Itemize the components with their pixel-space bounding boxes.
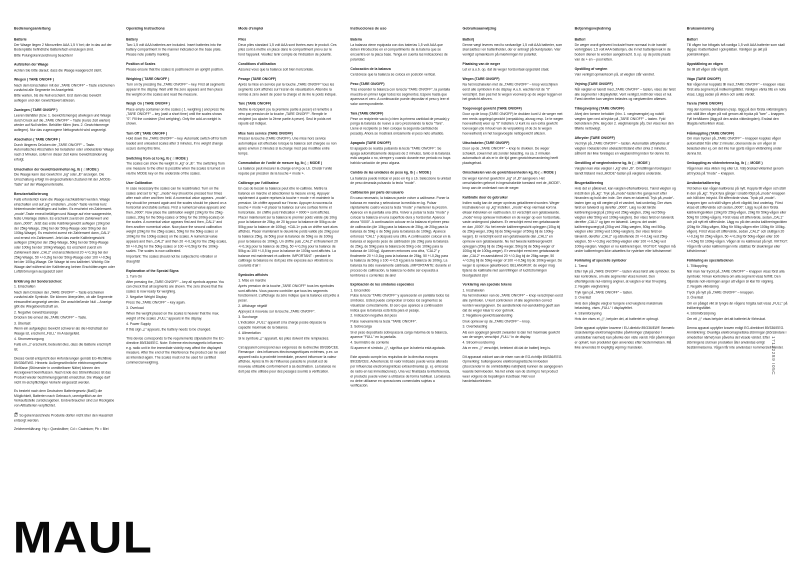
paragraph: Vågen kan visa vikten i kg eller Lb. Välj önskad viktenhet genom att trycka på "mode" – knappen. (686, 166, 784, 176)
mode-key-icon: ☝ (540, 170, 543, 175)
paragraph: Après la mise en service par la touche „TARE ON/OFF“ tous les segments sont affichés sur l'écran de visualisation. Attendre la remise à zéro avant de poser la charge et de lire le poids indiqué. (238, 82, 337, 97)
section-heading: Förklaring av specialtecknen (686, 258, 734, 263)
section-heading: Erklärung der Sonderzeichen: (14, 279, 63, 284)
paragraph: Vid behov kan vågen kalibreras på nytt. Koppla till vågen och ställ in den på „kg“. Tryck fyra gånger i snabb följd på „mode“-knappen och håll den intryckt. Ett siffervärde visas. Tryck på „mode“-knappen igen och ställ vågen på ett vågrätt, fast underlag. Först visas ett siffervärde och sedan „0000“. Lägg nu på den första kalibreringsvikten (10kg för 25kg-vågen, 20kg för 50kg-vågen eller 50kg för 100kg-vågen). Först visas ett siffervärde, sedan „CAL1“ och på nytt ett siffervärde. Lägg nu på den andra kalibreringsvikten (20kg för 25kg-vågen, 50kg för 50kg-vågen eller 100kg för 100kg-vågen). Först visas ett siffervärde, sedan „CAL2“ och slutligen 20 +/-0,1kg för 25kg-vågen, 50 +/-0,2kg för 50kg-vågen eller 100 +/-0,5kg för 100kg-vågen. Vågen är nu kalibrerad på nytt. VIKTIGT: Vågen får under kalibreringen inte utsättas för skakningar eller luftströmmar! (686, 186, 788, 254)
paragraph: Indien nodig kan de weger opnieuw gekalibreerd worden. Weger inschakelen en op „kg“ instellen. „mode“-knop viermaal kort na elkaar indrukken en vasthouden. Er verschijnt een getalswaarde. „mode“-knop opnieuw indrukken en de weger op een horizontale, vaste ondergrond plaatsen. Er verschijnt eerst een getalswaarde en dan „0000“. Nu het eerste kalibreergewicht opleggen (10kg bij de 25kg-weger, 20kg bij de 50kg-weger of 50kg bij de 100kg-weger). Er verschijnt eerst een getalswaarde dan „CAL1“ en opnieuw een getalswaarde. Nu het tweede kalibreergewicht opleggen (20kg bij de 25kg-weger, 50kg bij de 50kg-weger of 100kg bij de 100kg-weger). Er verschijnt eerst een getalswaarde dan „CAL2“ en aansluitend 20 +/-0,1kg bij de 25kg-weger, 50 +/-0,2kg bij de 50kg-weger of 100 +/-0,5kg bij de 100kg-weger. De weger is opnieuw gekalibreerd. BELANGRIJK: de weger mag tijdens de kalibratie niet aan trillingen of luchtstromingen blootgesteld zijn! (462, 201, 562, 278)
paragraph: Appuyez à nouveau sur la touche „TARE ON/OFF“. (238, 309, 316, 314)
section-heading: Explicación de los símbolos especiales (350, 283, 414, 287)
section-heading: Uppställning av vågen (686, 62, 723, 67)
section-heading: Colocación de la balanza (350, 67, 391, 71)
paragraph: Si el peso depositado sobrepasa la carga máxima de la balanza, aparece "FULL" en la pantalla. (350, 330, 448, 340)
column-title-sv: Bruksanvisning (686, 26, 714, 31)
section-heading: Batterij (462, 37, 475, 42)
paragraph: This device corresponds to the requirements stipulated in the EC-directive 89/336/EEC. Note: Extreme electromagnetic influences e.g. radio unit in the immediate vicinity may affect the displayed measure. After the end of the interference the product can be used as intended again. The scales must not be used for certified commercial weighing. (126, 336, 227, 365)
paragraph: Se till att vågen står vågrätt. (686, 67, 729, 72)
paragraph: 3. Sobrecarga (350, 325, 372, 329)
paragraph: La balanza puede indicar el peso en Kg o Lb. Seleccione la unidad de peso deseada pulsando la tecla "mode". (350, 176, 451, 186)
paragraph: Après pression de la touche „TARE ON/OFF“ tous les symboles sont affichés. Vous pouvez contrôler que tous les segments fonctionnent. L'affichage du zéro indique que la balance est prête à peser. (238, 284, 340, 303)
section-heading: Zuwiegen ( TARE ON/OFF ) (14, 108, 58, 112)
maul-logo: MAUL (13, 511, 153, 562)
paragraph: Mettre le récipient (ou la première partie à peser) et remettre à zéro par pression de la touche „TARE ON/OFF“. Remplir le récipient (ou ajouter la 2ème partie à peser). Seul le poids net rajouté est indiqué. (238, 107, 333, 126)
paragraph: 2. Negativ vægtvisning (574, 285, 610, 289)
section-heading: Turn Off ( TARE ON/OFF ) (126, 131, 168, 136)
section-heading: Frånkoppling (TARE ON/OFF) (686, 131, 735, 136)
column-en (126, 26, 227, 433)
section-heading: Omkoppling av viktenheterna kg, lb ( ☝ MODE ) (686, 161, 763, 166)
paragraph: Es besteht nach dem Deutschen Batteriegesetz (BatG) die Möglichkeit, Batterien nach Gebrauch, unentgeltlich an der Verkaufsstelle zurückzugeben. Endverbraucher sind zur Rückgabe von Altbatterien verpflichtet. (14, 389, 115, 408)
section-heading: Verklaring van speciale tekens (462, 283, 512, 287)
paragraph: 1. Einschalten (14, 285, 36, 289)
paragraph: 4. Suministro de corriente (350, 340, 390, 345)
section-heading: Aufstellen der Waage (14, 63, 49, 67)
paragraph: 1. Turn On (126, 274, 143, 279)
section-heading: Battery (126, 37, 138, 42)
paragraph: Let er a.u.b. op, dat de weger horizontaal opgesteld staat. (462, 67, 550, 72)
paragraph: 3. Overlast (574, 296, 592, 300)
paragraph: Zeichenerklärung: Hg = Quecksilber; Cd = Cadmium; Pb = Blei (14, 427, 109, 432)
paragraph: Om man trycker på „TARE ON/OFF“ – knappen kopplas vågen automatiskt från efter 2 minuter, oberoende av om vågen är belastad eller ej, om det inte har gjorts någon viktändring under denna tid. (686, 137, 782, 156)
paragraph: 2. Negative Gewichtsanzeige (14, 310, 58, 315)
mode-key-icon: ☝ (83, 167, 86, 172)
section-heading: Calibrage par l'utilisateur (238, 181, 279, 185)
section-heading: Benutzerkalibrierung (14, 192, 48, 196)
paragraph: Dette apparat opfylder kravene i EU-direktiv 89/336/EØF. Bemærk: Usædvanlige elektromagnetiske påvirkninger (støjsender i umiddelbar nærhed) kan påvirke den viste værdi. Når påvirkningen er ophørt, kan produktet igen anvendes efter bestemmelsen. Må ikke anvendes til lovpligtig vejning i handelen. (574, 326, 676, 350)
paragraph: En caso necesario, la balanza puede volver a calibrarse. Poner la balanza en marcha y seleccionar la medida en kg. Pulsar rápidamente cuatro veces la tecla "mode" y mantener la presión. Aparece en la pantalla una cifra. Volver a pulsar la tecla "mode" y colocar la balanza en una superficie dura y horizontal. Aparece ahora "0000". A continuación colocar en la balanza el primer peso de calibración (de 10kg para la balanza de 25kg, de 20kg para la balanza de 50kg o de 50kg para la balanza de 100kg). Aparece entonces "CAL1" y después una cifra. A continuación colocar en la balanza el segundo peso de calibración (de 20kg para la balanza de 25kg, de 50kg para la balanza de 50kg o de 100kg para la balanza de 100 kg). Aparecen entonces una cifra, "CAL2" y finalmente 20 +/-0,1kg para la balanza de 25kg, 50 +/-0,2kg para la balanza de 50kg o 100 +/-0,5 kg para la balanza de 100kg. La balanza ha sido nuevamente calibrada. ¡IMPORTANTE: durante el proceso de calibración, la balanza no debe ser expuesta a temblores o corrientes de aire! (350, 196, 451, 278)
mode-key-icon: ☝ (172, 156, 175, 161)
section-heading: Omstilling af vægtenhederne kg, lb ( ☝ MODE ) (574, 161, 650, 166)
paragraph: Dieses Gerät entspricht den Anforderungen gemäß EG-Richtlinie 89/336/EWG. Hinweis: Außergewöhnliche elektromagnetische Einflüsse (Störsender in unmittelbarer Nähe) können den Anzeigewert beeinflussen. Nach Ende des Störeinflusses ist das Produkt wieder bestimmungsgemäß einsetzbar. Die Waage darf nicht im eichpflichtigen Verkehr eingesetzt werden. (14, 356, 112, 385)
paragraph: Press the „TARE ON/OFF“ – key again. (126, 300, 186, 305)
paragraph: Om en pålagd vikt är tyngre än vågens högsta last visas „FULL“ på indikeringsfältet. (686, 301, 788, 311)
section-heading: Batería (350, 37, 362, 42)
section-heading: Position of Scales (126, 62, 156, 67)
paragraph: Afvej den tomme beholder (hhv. 1. vægtmængde) og nulstil vægten igen ved at trykke på „TARE ON/OFF“ – tasten. Fyld beholderen (hhv. læg den 2. vægtmængde på). Der vises kun den tilførte nettovægt. (574, 112, 674, 131)
paragraph: 2. Negatieve gewichtsaanduiding (462, 314, 513, 318)
paragraph: Bitte Polungskennzeichnung beachten! (14, 53, 73, 58)
paragraph: L'indication „FULL“ apparaît si la charge posée dépasse la capacité maximale de la balance. (238, 320, 326, 330)
column-title-es: Instrucciones de uso (350, 26, 387, 31)
section-heading: Pesage (TARE ON/OFF) (238, 77, 277, 82)
paragraph: 2. Negative Weight Display (126, 295, 167, 300)
paragraph: Hvis den pålagte vægt er tungere end vægtens maksimale belastning, vises „FULL“ i displayfeltet. (574, 301, 663, 311)
paragraph: Na het inschakelen met de „TARE ON/OFF“ – knop verschijnen eerst alle symbolen in de display. A.u.b. wachten tot de "0" verschijnt. Dan pas het te wegen voorwerp op de weger leggen en het gewicht aflezen. (462, 82, 563, 102)
crossed-out-bin-icon (14, 412, 18, 417)
paragraph: La balance peut mesurer la charge en Kg ou Lb. Choisir l'unité requise par pression de la touche « mode ». (238, 166, 333, 176)
section-heading: Abschalten ( TARE ON/OFF ) (14, 137, 61, 142)
paragraph: 2. Affichage négatif (238, 304, 268, 309)
mode-key-icon: ☝ (306, 161, 309, 166)
paragraph: Als een opgelegd gewicht zwaarder is dan het maximale gewicht van de weger, verschijnt „FULL“ in de display. (462, 330, 560, 340)
print-code: 17132289 I05C (771, 336, 776, 376)
paragraph: Deux piles standard 1,5 volt AAA sont livrées avec le produit. Ces piles sont à mettre en place dans le compartiment prévu sur le fond l'appareil. Veuillez tenir compte de l'indication de polarité. (238, 43, 337, 57)
paragraph: Important: The scales should not be subjected to vibration or draughts! (126, 254, 218, 264)
paragraph: Om ett „▯“ visas betyder det att batteriet är förbrukat. (686, 317, 766, 322)
section-heading: Explanation of the Special Signs (126, 269, 179, 273)
paragraph: 3. Überlast (14, 321, 31, 326)
mode-key-icon: ☝ (415, 170, 419, 175)
section-heading: Tare (TARE ON/OFF) (238, 102, 272, 106)
paragraph: Vær venligst opmærksom på, at vægten står vandret. (574, 72, 655, 77)
paragraph: Door op de knop (TARE ON/OFF) te drukken kunt U de weger met een reeds opgelegd gewicht (verpakking, alsnog resp. 1e te wegen hoeveelheid) weer op "0" instellen. U kunt nu een extra gewicht toevoegen (de inhoud van de verpakking of de 2e te wegen hoeveelheid) en het toegevoegde nettogewicht aflezen. (462, 112, 564, 136)
section-heading: Brugerkalibrering (574, 181, 604, 185)
section-heading: Weigh On ( TARE ON/OFF ) (126, 102, 170, 106)
paragraph: Door op de „TARE ON/OFF“ – knop te drukken. De weger schakelt, zowel met als zonder belasting, na ca. 2 minuten automatisch uit als er in die tijd geen gewichtsverandering heeft plaatsgehad. (462, 146, 559, 165)
paragraph: Denne vægt leveres med to sedvanlige 1,5 volt AAA batterier, som skal sættes i en batteriholder, der er anbragt på bundpladen. Vær venligst opmærksom på mærkningen for polaritet. (462, 43, 563, 57)
paragraph: 2. Indicación negativa del peso (350, 314, 398, 318)
section-heading: Opstilling af vægten (574, 67, 608, 71)
paragraph: Please ensure that the scales is positioned in an upright position. (126, 67, 224, 72)
paragraph: Når vægten er tændt med „TARE ON/OFF“ – tasten, vises der først alle segmenter i displayfeltet. Vent venligst, indtil der vises et nul. Først derefter kan vægten belastes og vægtværdien aflæses. (574, 87, 676, 102)
section-heading: Batterie (14, 37, 27, 42)
paragraph: Die Waage kann das Gewicht in „kg“ oder „lb“ anzeigen. Die Umschaltung erfolgt im eingeschalteten Zustand mit der „MODE-Taste“ auf der Waagenunterseite. (14, 173, 112, 187)
column-da (575, 26, 676, 433)
paragraph: Pulse nuevamente la tecla "TARE ON/OFF". (350, 319, 418, 324)
paragraph: 4. Strømforsyning (574, 311, 602, 316)
section-heading: Wiegen ( TARE ON/OFF ) (14, 78, 54, 82)
section-heading: Cambio de las unidades de peso kg, lb ( ☝ MODE ) (350, 170, 432, 175)
section-heading: Commutation de l'unité de mesure kg, lb ( ☝ MODE ) (238, 161, 323, 166)
paragraph: Assurez-vous que la balance soit bien horizontale. (238, 67, 314, 72)
column-nl (463, 26, 564, 433)
column-fr (238, 26, 339, 433)
paragraph: 1. Tillkoppling (686, 264, 708, 269)
paragraph: 4. Stromversorgung (14, 337, 44, 342)
paragraph: Väg den tomma behållaren (resp. lägg på den första viktmängden) och ställ åter vågen på noll genom att trycka på "tare" – knappen. Fyll behållaren (lägg på den andra viktmängden). Endast den tillagda nettovikten visas. (686, 107, 787, 126)
paragraph: Vægten kan vise vægten i „kg“ eller „lb“. Omstillingen foretages i tændt tilstand med „MODE“-tasten på vægtens underside. (574, 166, 672, 176)
section-heading: Peso (TARE ON/OFF) (350, 82, 385, 86)
paragraph: Si aparece el símbolo „▯“, significa que la batería está agotada. (350, 346, 446, 350)
paragraph: Hvis det er påkrævet, kan vægten efterkalibreres. Tænd vægten og indstil den på „kg“. Tryk på „mode“-tasten fire gange kort efter hinanden og hold den inde. Der vises en talværdi. Tryk på „mode“-tasten igen og stil vægten på et vandret, fast underlag. Der vises først en talværdi og derefter „0000“. Læg nu det første kalibreringsvægt på (10kg ved 25kg-vægten, 20kg ved 50kg-vægten eller 50kg ved 100kg-vægten). Der vises først en talværdi, derefter „CAL1“ og igen en talværdi. Læg nu det andet kalibreringsvægt på (20kg ved 25kg-vægten, 50kg ved 50kg-vægten eller 100kg ved 100kg-vægten). Der vises først en talværdi, derefter „CAL2“ og afsluttende 20 +/-0,1kg ved 25kg-vægten, 50 +/-0,2kg ved 50kg-vægten eller 100 +/-0,5kg ved 100kg-vægten. Vægten er nu kalibreret igen. VIGTIGT: Vægten må under kalibreringen ikke udsættes for rystelser eller luftstrømme! (574, 186, 676, 254)
column-title-en: Operating Instructions (126, 26, 165, 31)
paragraph: Denna apparat uppfyller kraven enligt EG-direktivet 89/336/EEG. Anmärkning: Ovanliga elektromagnetiska störningar (störsändare i omedelbar närhet) kan påverka det visade värdet. Efter störningens slut kan produkten åter användas enligt bestämmelserna. Vågen får inte användas i kommersiell handel. (686, 326, 787, 350)
section-heading: User Calibration (126, 181, 153, 185)
paragraph: Cet appareil correspond aux exigences de la directive 89/336/CEE. Remarque : des influences électromagnétiques extrêmes, p.ex. un appareil radio à proximité immédiate, peuvent influencer la valeur affichée. Après la fin de l'influence parasite le produit est de nouveau utilisable conformément à sa destination. La balance ne doit pas être utilisée pour des pesages soumis à vérification. (238, 345, 340, 374)
paragraph: 3. Överlast (686, 296, 704, 300)
section-heading: Kalibratie door de gebruiker (462, 195, 508, 200)
paragraph: Drücken Sie erneut die „TARE ON/OFF“ – Taste. (14, 316, 88, 320)
paragraph: Bitte warten, bis die Null erscheint. Erst dann das Gewicht auflegen und den Gewichtswert ablesen. (14, 93, 102, 103)
paragraph: Ved tryk på „TARE ON/OFF“ – tasten. Automatisk afbrydelse af vægten i belastet eller ubelastet tilstand efter cirka 2 minutter, såfremt der ikke foretages en vægtændring inden for denne tid. (574, 141, 670, 156)
paragraph: The scales can show the weight in „kg“ or „lb“. The switching from one measure to the other is possible when the scales is turned on via the MODE key on the underside of the scales. (126, 162, 225, 176)
paragraph: När vågen har kopplats till med „TARE ON/OFF“ – knappen visas först alla segment på indikeringsfältet. Vänligen vänta tills en nolla visas. Lägg sedan på vikten och avläs värdet. (686, 82, 786, 97)
mode-key-icon: ☝ (634, 161, 637, 166)
section-heading: Afbryder (TARE ON/OFF) (574, 136, 615, 141)
paragraph: 4. Stroomvoorziening (462, 340, 495, 345)
paragraph: Two 1,5 volt AAA batteries are included. Insert batteries into the battery compartment in the manner indicated on the base plate. Please note polarity marking. (126, 43, 222, 57)
paragraph: Falls ein „▯“ erscheint, bedeutet dies, dass die Batterie erschöpft ist. (14, 342, 111, 352)
section-heading: Uitschakelen (TARE ON/OFF) (462, 141, 510, 145)
paragraph: Dit apparaat voldoet aan de eisen van de EG-richtlijn 89/336/EEG. Opmerking: buitengewone elektromagnetische invloeden (stoorzender in de onmiddellijke nabijheid) kunnen de aangegeven waarde beïnvloeden. Na het einde van de storing is het product weer volgens de bepalingen inzetbaar. Niet voor handelsdoeleinden. (462, 355, 563, 383)
section-heading: Conditions d'utilisation (238, 62, 276, 67)
column-title-da: Betjeningsvejledning (574, 26, 611, 31)
paragraph: 3. Overbelasting (462, 325, 488, 329)
section-heading: Batteri (574, 37, 586, 42)
section-heading: Piles (238, 37, 247, 42)
paragraph: Si le symbole „▯“ apparaît, les piles doivent être remplacées. (238, 336, 330, 341)
columns (14, 26, 788, 433)
section-heading: Mise hors service (TARE ON/OFF) (238, 131, 293, 136)
section-heading: Symboles affichés (238, 273, 269, 278)
paragraph: 2. Negativ viktvisning (686, 285, 719, 289)
paragraph: Place empty container on the scales ( 1. weighing ) and press the „TARE ON/OFF“ – key (wait a short time) until the scales shows "0". Fill the container (2nd weighing). Only the add-on weight is shown. (126, 107, 225, 126)
column-title-nl: Gebruiksaanwijzing (462, 26, 497, 31)
section-heading: Wegen (TARE ON/OFF) (462, 77, 500, 82)
paragraph: Nach dem Drücken der „TARE ON/OFF“ – Taste erscheinen zunächst alle Symbole. Sie können überprüfen, ob alle Segmente einwandfrei angezeigt werden. Die anschließende Null – Anzeige gibt die Wiegebereitschaft an. (14, 290, 113, 309)
column-title-fr: Mode d'emploi (238, 26, 264, 31)
paragraph: Presser la touche (TARE ON/OFF). Une mise hors service automatique est effectuée lorsque la balance soit chargée ou non après environ 2 minutes si la charge n'est pas modifiée entre temps. (238, 137, 337, 156)
paragraph: In case necessary the scales can be recalibrated. Turn on the scales and set to "kg". „mode“-key should be pressed four times after each other and then held. A numerical value appears. „mode“-key should be pressed again and the scales should be placed on a horizontal and stable surface. First a numerical value appears and then „0000“. Now place the calibration weight (10kg for the 25kg-scales, 20kg for the 50kg-scales or 50kg for the 100kg-scales) on the scales. A numerical value appears first and then „CAL1“ and then another numerical value. Now place the second calibration weight (20kg for the 25kg-scales, 50kg for the 50kg-scales or 100kg for the 100kg-scales) on the scales. A numerical value appears and then „CAL2“ and then 20 +/-0,1kg for the 25kg-scales, 50 +/-0,2kg for the 50kg-scales or 100 +/-0,5kg for the 100kg-scales. The scales is now calibrated. (126, 186, 228, 254)
paragraph: When the weight placed on the scales is heavier that the max. weight of the scales „FULL“ appears in the display. (126, 311, 220, 321)
paragraph: Druk opnieuw op de „TARE ON/OFF“ – knop. (462, 319, 531, 324)
mode-key-icon: ☝ (747, 161, 750, 166)
section-heading: Weighing ( TARE ON/OFF ) (126, 77, 170, 82)
paragraph: Este aparato cumple los requisitos de la directiva europea 89/336/CEE. Advertencia: El valor indicado puede verse alterado por influencias electromagnéticas extraordinarias (p. ej. emisoras de radio en las inmediaciones). Una vez finalizada la interferencia, el producto puede volver a utilizarse de forma habitual. La balanza no debe utilizarse en operaciones comerciales sujetas a verificación. (350, 355, 451, 388)
paragraph: 1. Mise en marche (238, 278, 267, 283)
section-heading: Toegevoegd gewicht (TARE ON/OFF) (462, 106, 522, 111)
section-heading: Umschalten der Gewichtseinheiten kg, lb ( ☝ MODE ) (14, 167, 99, 172)
section-heading: Tarera (TARE ON/OFF) (686, 102, 723, 106)
section-heading: Calibración por parte del usuario (350, 190, 404, 195)
paragraph: 4. Alimentation (238, 331, 261, 335)
paragraph: Hvis der vises et „▯“, betyder det, at batteriet er opbrugt. (574, 317, 659, 322)
paragraph: Als er een „▯“ verschijnt, betekent dit dat de batterij leeg is. (462, 346, 551, 350)
paragraph: Pese un recipiente vacío (o bien la primera cantidad de pesada) y ponga la balanza de nuevo a cero presionando la tecla "Tare". Llene el recipiente (o bien coloque la segunda cantidad de pesada). Ahora se mostrará únicamente el peso neto añadido. (350, 117, 450, 136)
paragraph: La balanza viene equipada con dos baterías 1,5 volt AAA que deben introducirse en el compartimento de la batería que se encuentra en la placa base. Tenga en cuenta las indicaciones de polaridad. (350, 43, 448, 62)
paragraph: De weger wordt geleverd inclusief twee normaal in de handel verkrijgbare 1,5 volt AAA batterijen, die in het batterijenvak in de bodem dienen te worden aangebracht. S.v.p. op de juiste plaats van de + en – pool letten. (574, 43, 671, 62)
paragraph: Turn on by pressing the „TARE ON/OFF“ – key. First all segments appear in the display. Wait until the zero appears and then place the weight on the scales and read the measure. (126, 82, 225, 97)
paragraph: 1. Encendido (350, 288, 371, 293)
section-heading: Tillægsvejning (TARE ON/OFF) (574, 106, 625, 111)
paragraph: De weger kan het gewicht in „kg“ of „lb“ aangeven. Het omschakelen gebeurt in ingeschakelde toestand met de „MODE“-knop aan de onderkant van de weger. (462, 176, 562, 190)
paragraph: 1. Inschakelen (462, 288, 485, 293)
paragraph: Achten Sie bitte darauf, dass die Waage waagerecht steht. (14, 68, 103, 73)
paragraph: Efter tryk på „TARE ON/OFF“ – tasten vises først alle symboler. De kan kontrollere, om alle segmenter vises korrekt. Den efterfølgende nul-visning angiver, at vægten er klar til vejning. (574, 269, 676, 284)
section-heading: Switching from oz to kg, lb ( ☝ MODE ) (126, 156, 188, 161)
section-heading: Tara (TARE ON/OFF) (350, 111, 384, 116)
paragraph: So gekennzeichnete Produkte dürfen nicht über den Hausmüll entsorgt werden. (14, 413, 113, 423)
paragraph: En cas de besoin la balance peut être ré-calibrée. Mettre la balance en marche et sélectionner la mesure en kg. Appuyer rapidement à quatre reprises la touche « mode » et maintenir la pression. Un chiffre apparaît sur l'écran. Appuyer à nouveau la touche « mode » et placer la balance sur une surface ferme et horizontale. Un chiffre puis l'indication « 0000 » sont affichés. Placer maintenant sur la balance le premier poids valide (de 10kg pour la balance de 25kg, de 20 kg pour la balance de 50kg ou de 50kg pour la balance de 100kg). «CAL1» puis un chiffre sont alors affichés. Placer maintenant le deuxième poids valide (de 20kg pour la balance 25kg, de 50kg pour la balance de 50kg ou de 100kg pour la balance de 100kg). Un chiffre puis „CAL2“ et finalement 20 +/-0,1kg pour la balance de 25kg, 50 +/-0,2kg pour la balance de 50kg ou 100 +/-0,5 kg pour la balance de 100kg sont affichés. La balance est maintenant ré-calibrée. IMPORTANT : pendant le calibrage la balance ne doit pas être exposée aux vibrations ou courants d'air ! (238, 186, 340, 268)
column-title-de: Bedienungsanleitung (14, 26, 51, 31)
paragraph: Wenn ein aufgelegtes Gewicht schwerer als die Höchstlast der Waage ist, erscheint „FULL“ im Anzeigefeld. (14, 327, 109, 336)
column-de (14, 26, 115, 433)
paragraph: Leeren Behälter (bzw. 1. Gewichtsmenge) abwiegen und Waage durch Druck auf die „TARE ON/OFF“ – Taste (kurze Zeit warten) wieder auf Null stellen. Behälter füllen (bzw. 2. Gewichtsmenge auflegen). Nur das zugewogene Nettogewicht wird angezeigt. (14, 113, 111, 132)
paragraph: If this sign „▯“ appears, the battery needs to be changed. (126, 327, 212, 332)
paragraph: När man har tryckt på „TARE ON/OFF“ – knappen visas först alla symboler. Ni kan kontrollera om alla segment visas felfritt. Den följande noll-visningen anger att vågen är klar för vägning. (686, 269, 785, 284)
section-heading: Forklaring af specielle symboler (574, 258, 627, 263)
paragraph: 3. Overload (126, 306, 144, 311)
section-heading: Plaatsing van de weger (462, 62, 501, 67)
paragraph: Nach dem Einschalten mit der „TARE ON/OFF“ – Taste erscheinen zunächst alle Segmente im Anzeigefeld. (14, 83, 115, 93)
paragraph: Tras encender la balanza con la tecla "TARE ON/OFF", la pantalla muestra en primer lugar todos los segmentos. Espere hasta que aparezca el cero. A continuación puede depositar el peso y leer el valor correspondiente. (350, 87, 450, 106)
paragraph: 1. Tænd (574, 264, 588, 269)
column-es (350, 26, 451, 433)
section-heading: Batteri (686, 37, 698, 42)
section-heading: Väga (TARE ON/OFF) (686, 77, 721, 82)
paragraph: 3. Surcharge (238, 315, 258, 320)
paragraph: 4. Strömförsörjning (686, 311, 716, 316)
columns-scaler (14, 26, 788, 433)
paragraph: Tryk igen på „TARE ON/OFF“ – tasten. (574, 290, 633, 295)
paragraph: Falls erforderlich kann die Waage nachkalibriert werden. Waage einschalten und auf „kg“ einstellen. „mode“-Taste viermal kurz hintereinander betätigen und halten. Es erscheint ein Zahlenwert. „mode“-Taste erneut betätigen und Waage auf eine waagerechte, feste Unterlage stellen. Es erscheint zuerst ein Zahlenwert und dann „0000“. Jetzt das erste Kalibriergewicht auflegen (10kg bei der 25kg-Waage, 20kg bei der 50kg-Waage oder 50kg bei der 100kg-Waage). Es erscheint zuerst ein Zahlenwert dann „CAL1“ und erneut ein Zahlenwert. Jetzt das zweite Kalibriergewicht auflegen (20kg bei der 25kg-Waage, 50kg bei der 50kg-Waage oder 100kg bei der 100kg-Waage). Es erscheint zuerst ein Zahlenwert dann „CAL2“ und anschließend 20 +/-0,1kg bei der 25kg-Waage, 50 +/-0,2kg bei der 50kg-Waage oder 100 +/-0,5kg bei der 100kg-Waage. Die Waage ist neu kalibriert. Wichtig: Die Waage darf während der Kalibrierung keinen Erschütterungen oder Luftströmungen ausgesetzt sein! (14, 197, 115, 274)
paragraph: Till vågen har bifogats två vanliga 1,5 volt AAA batterier som skall läggas i batterifacket i golvplattan. Vänligen ge akt på polmärkningen. (686, 43, 785, 57)
section-heading: Omschakelen van de gewichtseenheden kg, lb ( ☝ MODE ) (462, 170, 556, 175)
paragraph: Na het indrukken van de „TARE ON/OFF“ – knop verschijnen eerst alle symbolen. U kunt controleren of alle segmenten correct worden weergegeven. De aansluitende nul-aanduiding geeft aan dat de weger klaar is voor gebruik. (462, 294, 563, 313)
paragraph: Hold down the „TARE ON/OFF“ – key. Automatic switch-off for both loaded and unloaded scales after 3 minutes, if no weight change occurs during this time. (126, 137, 227, 151)
paragraph: Pulse la tecla "TARE ON/OFF" y aparecerán en pantalla todos los símbolos. Usted puede comprobar si todos los segmentos se visualizan correctamente. El cero que aparece a continuación indica que la balanza está lista para el pesaje. (350, 294, 450, 313)
paragraph: Cerciórese que la balanza se coloca en posición vertical. (350, 72, 436, 77)
paragraph: Der Waage liegen 2 Microzellen AAA 1,5 V bei; die in das auf der Bodenplatte befindliche Batteriefach einzulegen sind. (14, 43, 112, 52)
paragraph: 4. Power Supply (126, 322, 151, 326)
paragraph: El apagado se realiza pulsando la tecla "TARE ON/OFF". Se apaga automáticamente después de 2 minutos, tanto si la balanza está cargada o no, siempre y cuando durante ese periodo no haya habido variación de peso alguna. (350, 146, 451, 165)
section-heading: Apagado (TARE ON/OFF) (350, 141, 391, 145)
paragraph: Durch längeres Drücken der „TARE ON/OFF“ – Taste. Automatisches Abschalten bei belasteter oder unbelasteter Waage nach 3 Minuten, sofern in dieser Zeit keine Gewichtsänderung erfolgt. (14, 143, 115, 162)
section-heading: Vejning (TARE ON/OFF) (574, 82, 613, 86)
section-heading: Användarkalibrering (686, 181, 720, 185)
paragraph: After pressing the „TARE ON/OFF“ – key all symbols appear. You can check that all segments are shown. The zero shows that the scales is now ready for weighing. (126, 280, 225, 294)
paragraph: Tryck på nytt på „TARE ON/OFF“ – knappen. (686, 290, 755, 295)
